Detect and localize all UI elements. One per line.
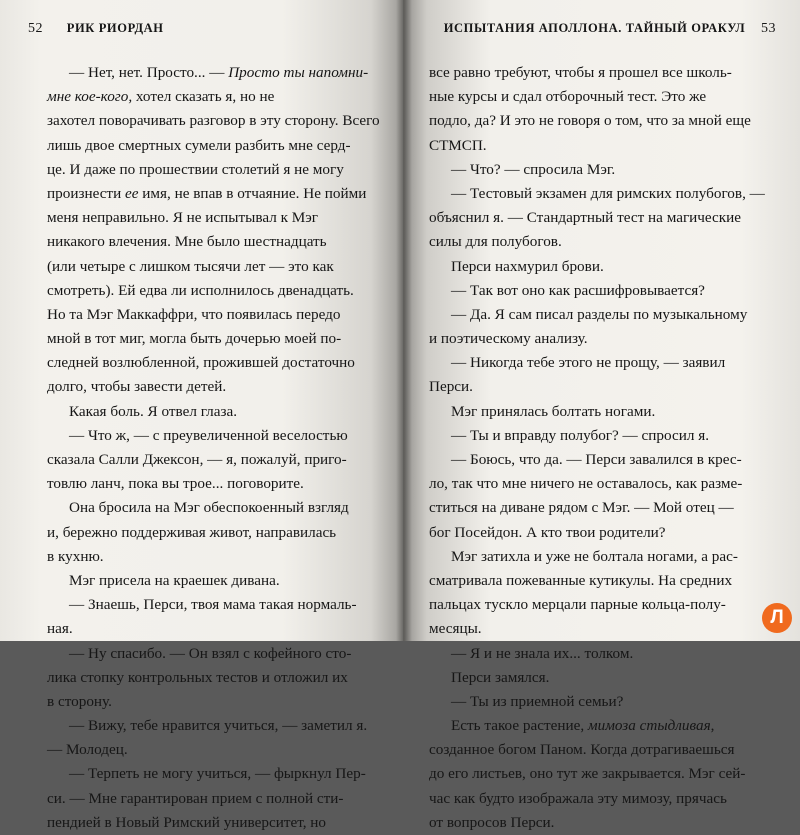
text-segment: Но та Мэг Маккаффри, что появилась передо — [47, 305, 341, 323]
text-segment: — Ну спасибо. — Он взял с кофейного сто- — [69, 644, 352, 662]
text-segment: в сторону. — [47, 692, 112, 710]
text-line — [429, 521, 765, 545]
text-segment: мной в тот миг, могла быть дочерью моей по- — [47, 330, 342, 348]
text-segment: имя, не впав в отчаяние. Не пойми — [138, 184, 367, 202]
text-line — [429, 666, 765, 690]
text-segment: товлю ланч, пока вы трое... поговорите. — [47, 475, 304, 493]
text-segment: — Терпеть не могу учиться, — фыркнул Пер- — [69, 765, 366, 783]
text-line — [429, 134, 765, 158]
text-line — [429, 351, 765, 375]
text-segment: — Ты из приемной семьи? — [451, 692, 624, 710]
publisher-logo-icon: Л — [762, 603, 792, 633]
text-line — [47, 424, 383, 448]
text-segment: — Знаешь, Перси, твоя мама такая нормаль- — [69, 596, 357, 614]
text-segment: лика стопку контрольных тестов и отложил их — [47, 668, 348, 686]
text-segment: ная. — [47, 620, 73, 638]
text-line — [47, 714, 383, 738]
text-segment: созданное богом Паном. Когда дотрагиваешься — [429, 741, 735, 759]
text-line — [429, 85, 765, 109]
right-running-header — [444, 20, 776, 37]
text-segment: — Так вот оно как расшифровывается? — [451, 281, 705, 299]
text-segment: хотел сказать я, но не — [132, 88, 275, 106]
text-line — [47, 617, 383, 641]
right-page — [403, 0, 800, 831]
text-segment: Мэг присела на краешек дивана. — [69, 571, 280, 589]
text-segment: ститься на диване рядом с Мэг. — Мой отец — — [429, 499, 734, 517]
text-line — [47, 327, 383, 351]
text-segment: смотреть). Ей едва ли исполнилось двенадцать. — [47, 281, 354, 299]
text-segment: сматривала пожеванные кутикулы. На средних — [429, 571, 733, 589]
text-line — [47, 182, 383, 206]
text-line — [47, 762, 383, 786]
text-segment: — Боюсь, что да. — Перси завалился в крес- — [451, 451, 742, 468]
text-line — [47, 230, 383, 254]
text-segment: — Никогда тебе этого не прощу, — заявил — [451, 354, 726, 372]
text-segment: сказала Салли Джексон, — я, пожалуй, приго- — [47, 451, 347, 468]
text-segment: , — [710, 717, 715, 735]
text-segment: — Что? — спросила Мэг. — [451, 160, 616, 178]
text-line — [47, 666, 383, 690]
text-line — [429, 811, 765, 835]
text-segment: все равно требуют, чтобы я прошел все школь- — [429, 64, 732, 81]
text-segment: от вопросов Перси. — [429, 813, 555, 831]
text-segment: Перси нахмурил брови. — [451, 257, 604, 275]
text-line — [47, 109, 383, 133]
text-line — [429, 738, 765, 762]
text-line — [429, 375, 765, 399]
text-line — [429, 762, 765, 786]
text-line — [47, 158, 383, 182]
text-segment: следней возлюбленной, прожившей достаточно — [47, 354, 355, 372]
text-line — [429, 787, 765, 811]
text-segment: ло, так что мне ничего не оставалось, как разме- — [429, 475, 743, 493]
text-segment: час как будто изображала эту мимозу, прячась — [429, 789, 727, 807]
text-line — [47, 690, 383, 714]
text-segment: — Да. Я сам писал разделы по музыкальному — [451, 305, 748, 323]
text-line — [47, 375, 383, 399]
italic-text: мимоза стыдливая — [587, 717, 711, 735]
text-segment: Перси. — [429, 378, 473, 396]
text-line — [429, 617, 765, 641]
text-segment: це. И даже по прошествии столетий я не могу — [47, 160, 344, 178]
text-segment: ные курсы и сдал отборочный тест. Это же — [429, 88, 707, 106]
text-line — [429, 255, 765, 279]
text-segment: никакого влечения. Мне было шестнадцать — [47, 233, 327, 251]
text-segment: месяцы. — [429, 620, 482, 638]
text-segment: силы для полубогов. — [429, 233, 562, 251]
text-segment: захотел поворачивать разговор в эту сторону. Всего — [47, 112, 380, 130]
text-segment: бог Посейдон. А кто твои родители? — [429, 523, 666, 541]
text-line — [47, 787, 383, 811]
left-page-body — [47, 61, 383, 835]
text-segment: до его листьев, оно тут же закрывается. Мэг сей- — [429, 765, 746, 783]
text-segment: подло, да? И это не говоря о том, что за мной еще — [429, 112, 751, 130]
text-segment: — Молодец. — [47, 741, 128, 759]
text-line — [47, 521, 383, 545]
text-line — [429, 327, 765, 351]
text-line — [47, 545, 383, 569]
text-line — [429, 569, 765, 593]
text-segment: — Нет, нет. Просто... — — [69, 64, 229, 81]
text-line — [429, 61, 765, 85]
text-segment: долго, чтобы завести детей. — [47, 378, 227, 396]
text-segment: пендией в Новый Римский университет, но — [47, 813, 327, 831]
text-line — [429, 690, 765, 714]
right-running-head-title: ИСПЫТАНИЯ АПОЛЛОНА. ТАЙНЫЙ ОРАКУЛ — [443, 21, 746, 35]
text-line — [47, 206, 383, 230]
text-line — [47, 448, 383, 472]
text-segment: в кухню. — [47, 547, 104, 565]
text-line — [429, 182, 765, 206]
text-segment: произнести — [47, 184, 125, 202]
text-segment: — Что ж, — с преувеличенной веселостью — [69, 426, 348, 444]
text-line — [429, 496, 765, 520]
text-segment: си. — Мне гарантирован прием с полной сти- — [47, 789, 344, 807]
text-line — [429, 642, 765, 666]
text-segment: Мэг затихла и уже не болтала ногами, а рас- — [451, 547, 738, 565]
text-segment: лишь двое смертных сумели разбить мне серд- — [47, 136, 351, 154]
italic-text: Просто ты напомни- — [228, 64, 369, 81]
text-line — [429, 158, 765, 182]
text-line — [47, 85, 383, 109]
text-line — [47, 134, 383, 158]
text-segment: — Тестовый экзамен для римских полубогов, — — [451, 184, 765, 202]
text-line — [429, 472, 765, 496]
text-line — [429, 593, 765, 617]
text-line — [47, 279, 383, 303]
text-line — [429, 109, 765, 133]
text-segment: — Я и не знала их... толком. — [451, 644, 634, 662]
text-segment: пальцах тускло мерцали парные кольца-полу- — [429, 596, 726, 614]
right-page-body — [429, 61, 765, 835]
text-segment: Мэг принялась болтать ногами. — [451, 402, 656, 420]
text-segment: — Вижу, тебе нравится учиться, — заметил я. — [69, 717, 368, 735]
left-running-head-title: РИК РИОРДАН — [66, 21, 164, 35]
text-segment: и, бережно поддерживая живот, направилась — [47, 523, 337, 541]
text-line — [47, 400, 383, 424]
text-line — [47, 593, 383, 617]
text-line — [429, 230, 765, 254]
text-line — [429, 400, 765, 424]
text-line — [429, 424, 765, 448]
text-line — [47, 472, 383, 496]
text-line — [47, 61, 383, 85]
text-segment: объяснил я. — Стандартный тест на магические — [429, 209, 742, 227]
text-line — [429, 448, 765, 472]
italic-text: ее — [125, 184, 139, 202]
text-line — [47, 351, 383, 375]
text-segment: Перси замялся. — [451, 668, 550, 686]
text-segment: (или четыре с лишком тысячи лет — это как — [47, 257, 334, 275]
text-segment: СТМСП. — [429, 136, 487, 154]
text-line — [47, 303, 383, 327]
text-segment: Есть такое растение, — [451, 717, 588, 735]
text-line — [429, 303, 765, 327]
text-line — [47, 496, 383, 520]
text-line — [47, 811, 383, 835]
text-line — [429, 206, 765, 230]
text-line — [429, 545, 765, 569]
text-line — [47, 738, 383, 762]
italic-text: мне кое-кого, — [47, 88, 133, 106]
text-segment: меня неправильно. Я не испытывал к Мэг — [47, 209, 318, 227]
left-page-number: 52 — [28, 21, 43, 36]
left-running-header — [28, 20, 164, 37]
text-segment: Какая боль. Я отвел глаза. — [69, 402, 238, 420]
right-page-number: 53 — [761, 21, 776, 36]
text-segment: и поэтическому анализу. — [429, 330, 588, 348]
text-line — [429, 279, 765, 303]
text-line — [429, 714, 765, 738]
text-line — [47, 255, 383, 279]
text-segment: — Ты и вправду полубог? — спросил я. — [451, 426, 710, 444]
text-segment: Она бросила на Мэг обеспокоенный взгляд — [69, 499, 349, 517]
text-line — [47, 642, 383, 666]
text-line — [47, 569, 383, 593]
